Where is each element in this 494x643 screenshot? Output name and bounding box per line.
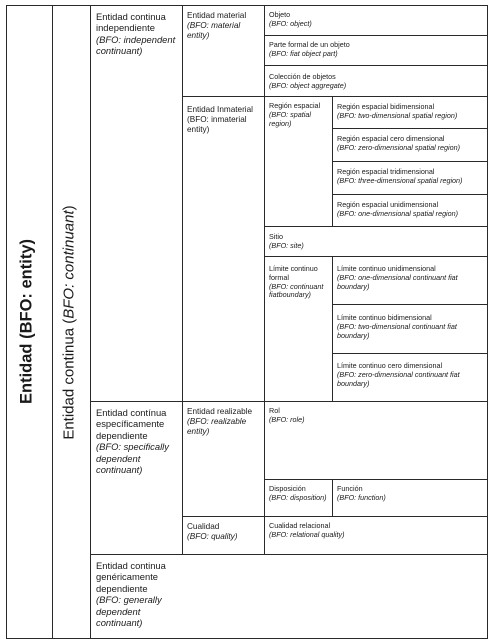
region-3d-bfo: (BFO: three-dimensional spatial region): [337, 175, 463, 185]
material-name: Entidad material: [187, 11, 247, 20]
role-cell: [264, 401, 488, 480]
function-cell: [332, 479, 488, 517]
quality-bfo: (BFO: quality): [187, 532, 238, 541]
continuant-cell: [52, 5, 91, 639]
generic-bfo: (BFO: generally dependent continuant): [96, 594, 162, 629]
boundary-0d-cell: [332, 353, 488, 402]
continuant-name: Entidad continua: [60, 327, 78, 440]
object-name: Objeto: [269, 10, 291, 19]
material-bfo: (BFO: material entity): [187, 21, 241, 40]
fiat-boundary-cell: [264, 256, 333, 402]
region-0d-name: Región espacial cero dimensional: [337, 134, 445, 143]
role-name: Rol: [269, 406, 280, 415]
disposition-name: Disposición: [269, 484, 306, 493]
boundary-1d-bfo: (BFO: one-dimensional continuant fiat boundary): [337, 272, 458, 291]
region-0d-cell: [332, 128, 488, 162]
region-3d-name: Región espacial tridimensional: [337, 167, 435, 176]
aggregate-name: Colección de objetos: [269, 72, 336, 81]
object-cell: [264, 5, 488, 36]
site-cell: [264, 226, 488, 257]
region-1d-bfo: (BFO: one-dimensional spatial region): [337, 208, 459, 218]
realizable-name: Entidad realizable: [187, 407, 253, 416]
material-entity-cell: [182, 5, 265, 97]
function-bfo: (BFO: function): [337, 492, 386, 502]
object-aggregate-cell: [264, 65, 488, 97]
entity-label: [18, 172, 37, 472]
continuant-bfo: BFO: continuant: [60, 210, 78, 319]
region-2d-bfo: (BFO: two-dimensional spatial region): [337, 110, 458, 120]
relational-bfo: (BFO: relational quality): [269, 529, 345, 539]
realizable-bfo: (BFO: realizable entity): [187, 417, 247, 436]
entity-bfo: (BFO: entity): [17, 239, 36, 339]
disposition-bfo: (BFO: disposition): [269, 492, 327, 502]
aggregate-bfo: (BFO: object aggregate): [269, 80, 347, 90]
independent-bfo: (BFO: independent continuant): [96, 33, 176, 57]
region-0d-bfo: (BFO: zero-dimensional spatial region): [337, 142, 461, 152]
specific-bfo: (BFO: specifically dependent continuant): [96, 441, 169, 476]
boundary-bfo: (BFO: continuant fiatboundary): [269, 281, 324, 300]
entity-cell: [6, 5, 53, 639]
entity-name: Entidad: [17, 343, 36, 404]
role-bfo: (BFO: role): [269, 414, 305, 424]
immaterial-bfo: (BFO: inmaterial entity): [187, 115, 247, 134]
boundary-0d-bfo: (BFO: zero-dimensional continuant fiat boundary): [337, 369, 460, 388]
continuant-label: Entidad continua (BFO: continuant): [60, 205, 78, 440]
independent-continuant-cell: [90, 5, 183, 402]
relational-quality-cell: [264, 516, 488, 555]
boundary-2d-cell: [332, 304, 488, 354]
quality-cell: [182, 516, 265, 555]
site-name: Sitio: [269, 232, 283, 241]
specific-dependent-cell: [90, 401, 183, 555]
immaterial-name: Entidad Inmaterial: [187, 105, 253, 114]
generic-dependent-cell: [90, 554, 488, 639]
region-1d-name: Región espacial unidimensional: [337, 200, 439, 209]
object-bfo: (BFO: object): [269, 18, 312, 28]
fiat-object-part-cell: [264, 35, 488, 66]
boundary-name: Límite continuo formal: [269, 264, 318, 282]
quality-name: Cualidad: [187, 522, 220, 531]
region-2d-name: Región espacial bidimensional: [337, 102, 435, 111]
site-bfo: (BFO: site): [269, 240, 304, 250]
fiat-part-bfo: (BFO: fiat object part): [269, 48, 338, 58]
immaterial-entity-cell: [182, 96, 265, 402]
region-1d-cell: [332, 194, 488, 227]
boundary-1d-name: Límite continuo unidimensional: [337, 264, 436, 273]
boundary-2d-name: Límite continuo bidimensional: [337, 313, 432, 322]
disposition-cell: [264, 479, 333, 517]
boundary-0d-name: Límite continuo cero dimensional: [337, 361, 443, 370]
generic-name: Entidad continua genéricamente dependiente: [96, 560, 166, 594]
region-2d-cell: [332, 96, 488, 129]
realizable-entity-cell: [182, 401, 265, 517]
relational-name: Cualidad relacional: [269, 521, 331, 530]
function-name: Función: [337, 484, 363, 493]
specific-name: Entidad contínua específicamente dependiente: [96, 407, 167, 441]
independent-name: Entidad continua independiente: [96, 11, 166, 34]
boundary-1d-cell: [332, 256, 488, 305]
fiat-part-name: Parte formal de un objeto: [269, 40, 350, 49]
region-3d-cell: [332, 161, 488, 195]
spatial-region-bfo: (BFO: spatial region): [269, 109, 311, 128]
boundary-2d-bfo: (BFO: two-dimensional continuant fiat boundary): [337, 321, 457, 340]
spatial-region-name: Región espacial: [269, 101, 321, 110]
spatial-region-cell: [264, 96, 333, 227]
